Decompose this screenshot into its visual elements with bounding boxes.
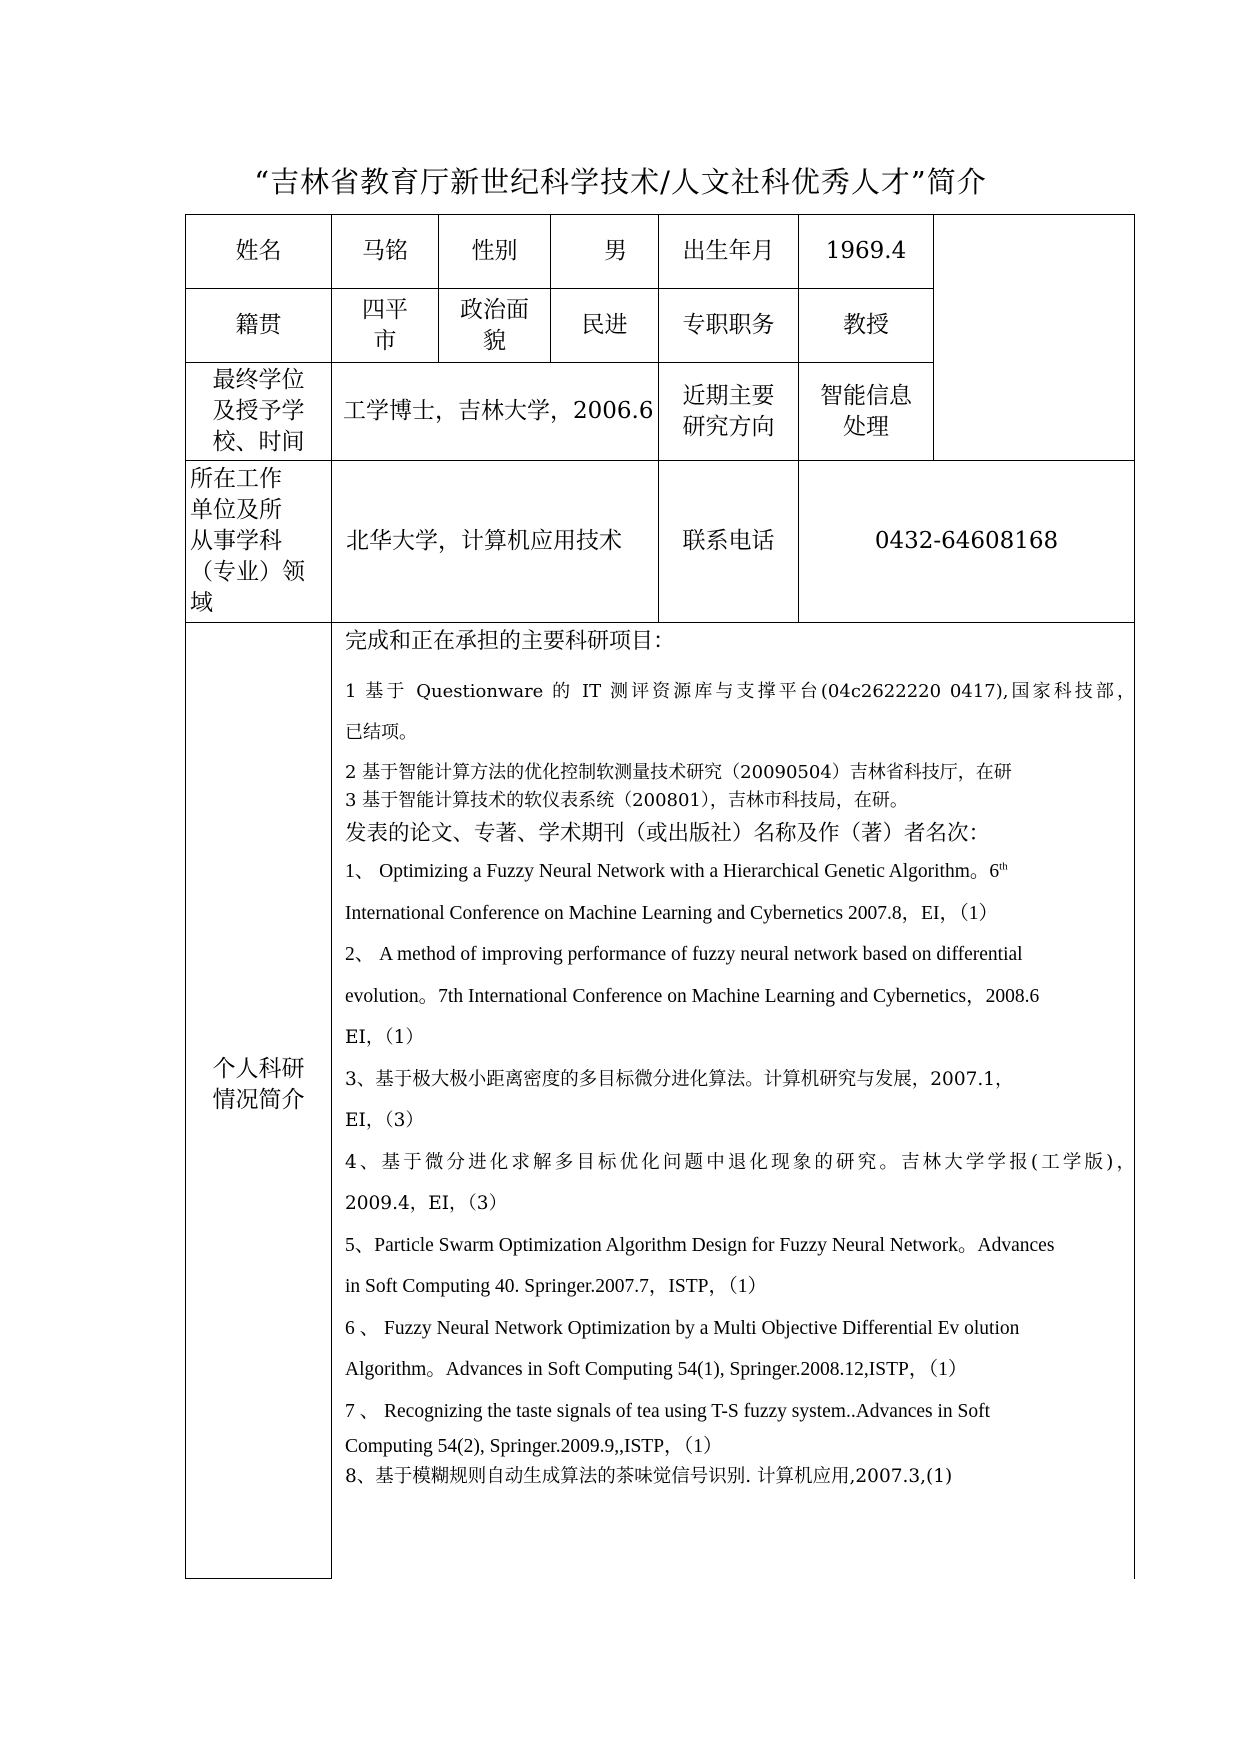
- research-summary-content: [345, 625, 1135, 1492]
- phone-label: 联系电话: [682, 528, 775, 554]
- publication-item: International Conference on Machine Learning and Cybernetics 2007.8，EI，（1）: [345, 902, 999, 924]
- publication-item: Algorithm。Advances in Soft Computing 54(1), Springer.2008.12,ISTP，（1）: [345, 1359, 968, 1380]
- political-status-value: 民进: [581, 312, 628, 338]
- publication-item: 2009.4，EI，（3）: [345, 1193, 508, 1214]
- publication-item: in Soft Computing 40. Springer.2007.7，ISTP，（1）: [345, 1276, 767, 1297]
- political-status-label: 政治面 貌: [460, 296, 529, 354]
- projects-heading: 完成和正在承担的主要科研项目：: [345, 629, 676, 654]
- project-item: 2 基于智能计算方法的优化控制软测量技术研究（20090504）吉林省科技厅，在研: [345, 762, 1012, 783]
- research-summary-label: 个人科研 情况简介: [212, 1056, 305, 1113]
- position-value: 教授: [843, 312, 889, 338]
- name-value: 马铭: [362, 238, 408, 264]
- publication-item: 6 、 Fuzzy Neural Network Optimization by a Multi Objective Differential Ev olution: [345, 1317, 1020, 1339]
- publication-item: 3、基于极大极小距离密度的多目标微分进化算法。计算机研究与发展，2007.1，: [345, 1068, 1014, 1090]
- project-item: 3 基于智能计算技术的软仪表系统（200801），吉林市科技局，在研。: [345, 790, 908, 811]
- publication-item: 1、 Optimizing a Fuzzy Neural Network with a Hierarchical Genetic Algorithm。6th: [345, 860, 1008, 882]
- position-label: 专职职务: [682, 312, 775, 338]
- publication-item: 7 、 Recognizing the taste signals of tea using T-S fuzzy system..Advances in Soft: [345, 1400, 991, 1422]
- work-unit-value: 北华大学，计算机应用技术: [346, 528, 622, 554]
- publication-item: EI，（3）: [345, 1110, 424, 1131]
- publication-item: evolution。7th International Conference on Machine Learning and Cybernetics，2008.6: [345, 985, 1040, 1007]
- project-item: 1 基于 Questionware 的 IT 测评资源库与支撑平台(04c2622220 0417),国家科技部，: [345, 681, 1135, 702]
- publication-item: 4、基于微分进化求解多目标优化问题中退化现象的研究。吉林大学学报(工学版)，: [345, 1151, 1135, 1173]
- publication-item: 5、Particle Swarm Optimization Algorithm Design for Fuzzy Neural Network。Advances: [345, 1234, 1055, 1256]
- degree-label: 最终学位 及授予学 校、时间: [212, 367, 305, 455]
- work-unit-label: 所在工作 单位及所 从事学科 （专业）领 域: [190, 466, 305, 616]
- publications-heading: 发表的论文、专著、学术期刊（或出版社）名称及作（著）者名次：: [345, 821, 991, 846]
- phone-value: 0432-64608168: [874, 528, 1059, 554]
- birth-label: 出生年月: [682, 238, 775, 264]
- native-place-label: 籍贯: [235, 312, 282, 338]
- project-item: 已结项。: [345, 722, 417, 743]
- name-label: 姓名: [235, 238, 282, 264]
- page-title: “吉林省教育厅新世纪科学技术/人文社科优秀人才”简介: [254, 165, 987, 199]
- native-place-value: 四平 市: [362, 296, 408, 354]
- birth-value: 1969.4: [825, 238, 907, 264]
- research-direction-value: 智能信息 处理: [820, 382, 912, 440]
- publication-item: 2、 A method of improving performance of fuzzy neural network based on differential: [345, 944, 1023, 965]
- gender-label: 性别: [471, 238, 518, 264]
- research-direction-label: 近期主要 研究方向: [682, 382, 775, 440]
- publication-item: Computing 54(2), Springer.2009.9,,ISTP，（1）: [345, 1436, 723, 1457]
- publication-item: EI，（1）: [345, 1027, 424, 1048]
- gender-value: 男: [604, 238, 627, 264]
- publication-item: 8、基于模糊规则自动生成算法的茶味觉信号识别. 计算机应用,2007.3,(1): [345, 1466, 953, 1487]
- degree-value: 工学博士，吉林大学，2006.6: [343, 398, 654, 424]
